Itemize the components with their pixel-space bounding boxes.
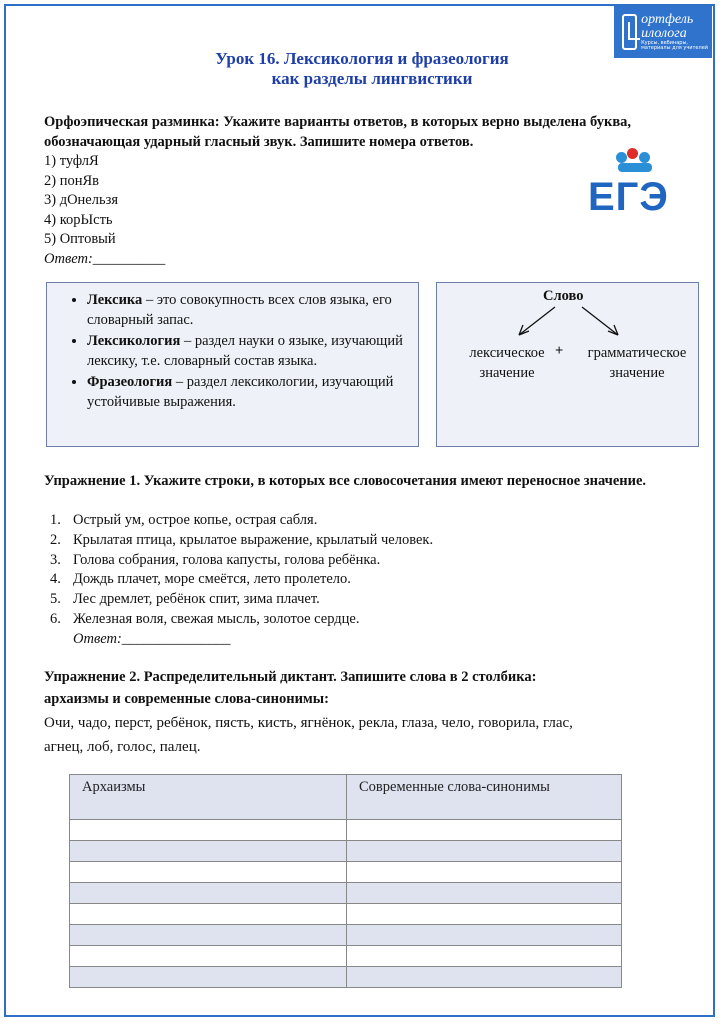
scheme-word: Слово xyxy=(543,288,584,304)
table-row[interactable] xyxy=(70,883,622,904)
definition-item: • Фразеология – раздел лексикологии, изучающий устойчивые выражения. xyxy=(87,373,418,412)
exercise1-answer[interactable]: Ответ: _______________ xyxy=(73,630,231,647)
ege-people-icon xyxy=(616,148,656,174)
exercise2-words: Очи, чадо, перст, ребёнок, пясть, кисть, ягнёнок, рекла, глаза, чело, говорила, глас, агнец, лоб, голос, палец. xyxy=(44,715,573,755)
table-row[interactable] xyxy=(70,904,622,925)
table-row[interactable] xyxy=(70,967,622,988)
warmup-option: 1) туфлЯ xyxy=(44,153,99,169)
warmup-options xyxy=(44,152,165,269)
col-modern-synonyms: Современные слова-синонимы xyxy=(347,775,622,820)
scheme-plus: + xyxy=(555,343,564,359)
logo-mark-icon xyxy=(622,14,637,50)
ege-badge xyxy=(588,148,672,220)
table-row[interactable] xyxy=(70,862,622,883)
table-row[interactable] xyxy=(70,946,622,967)
warmup-lead: Орфоэпическая разминка: xyxy=(44,114,220,130)
warmup-answer[interactable]: Ответ:__________ xyxy=(44,250,166,267)
exercise1-list xyxy=(50,511,433,650)
table-row[interactable] xyxy=(70,925,622,946)
definition-item: • Лексика – это совокупность всех слов языка, его словарный запас. xyxy=(87,291,418,330)
exercise1-item: 4. Дождь плачет, море смеётся, лето пролетело. xyxy=(50,571,351,588)
exercise2-task: Упражнение 2. Распределительный диктант. Запишите слова в 2 столбика: архаизмы и современные слова-синонимы: xyxy=(44,669,537,707)
table-row[interactable] xyxy=(70,841,622,862)
ege-label: ЕГЭ xyxy=(588,175,669,219)
archaisms-table xyxy=(69,774,622,988)
word-scheme-box xyxy=(436,282,699,447)
col-archaisms: Архаизмы xyxy=(70,775,347,820)
logo-text: ортфель илолога Курсы, вебинары, материалы для учителей xyxy=(641,12,709,51)
exercise1-item: 3. Голова собрания, голова капусты, голова ребёнка. xyxy=(50,551,381,568)
warmup-option: 2) понЯв xyxy=(44,172,99,189)
exercise1-item: 2. Крылатая птица, крылатое выражение, крылатый человек. xyxy=(50,531,434,548)
page-title-line2: как разделы лингвистики xyxy=(271,69,473,88)
table-row[interactable] xyxy=(70,820,622,841)
warmup-option: 3) дОнельзя xyxy=(44,192,118,208)
warmup-option: 5) Оптовый xyxy=(44,231,116,247)
scheme-grammatical: грамматическое значение xyxy=(587,345,687,381)
scheme-lexical: лексическое значение xyxy=(469,345,545,381)
exercise1-item: 6. Железная воля, свежая мысль, золотое сердце. xyxy=(50,610,360,627)
definitions-list xyxy=(47,291,418,412)
page-title-line1: Урок 16. Лексикология и фразеология xyxy=(215,49,509,68)
definitions-box xyxy=(46,282,419,447)
exercise1-item: 5. Лес дремлет, ребёнок спит, зима плачет. xyxy=(50,591,320,608)
exercise1-task: Упражнение 1. Укажите строки, в которых все словосочетания имеют переносное значение. xyxy=(44,473,647,489)
warmup-text: Укажите варианты ответов, в которых верно выделена буква, обозначающая ударный гласный звук. Запишите номера ответов. xyxy=(44,114,632,150)
warmup-task xyxy=(44,113,684,152)
warmup-option: 4) корЫсть xyxy=(44,211,113,228)
exercise1-item: 1. Острый ум, острое копье, острая сабля. xyxy=(50,512,318,528)
definition-item: • Лексикология – раздел науки о языке, изучающий лексику, т.е. словарный состав языка. xyxy=(87,332,418,371)
